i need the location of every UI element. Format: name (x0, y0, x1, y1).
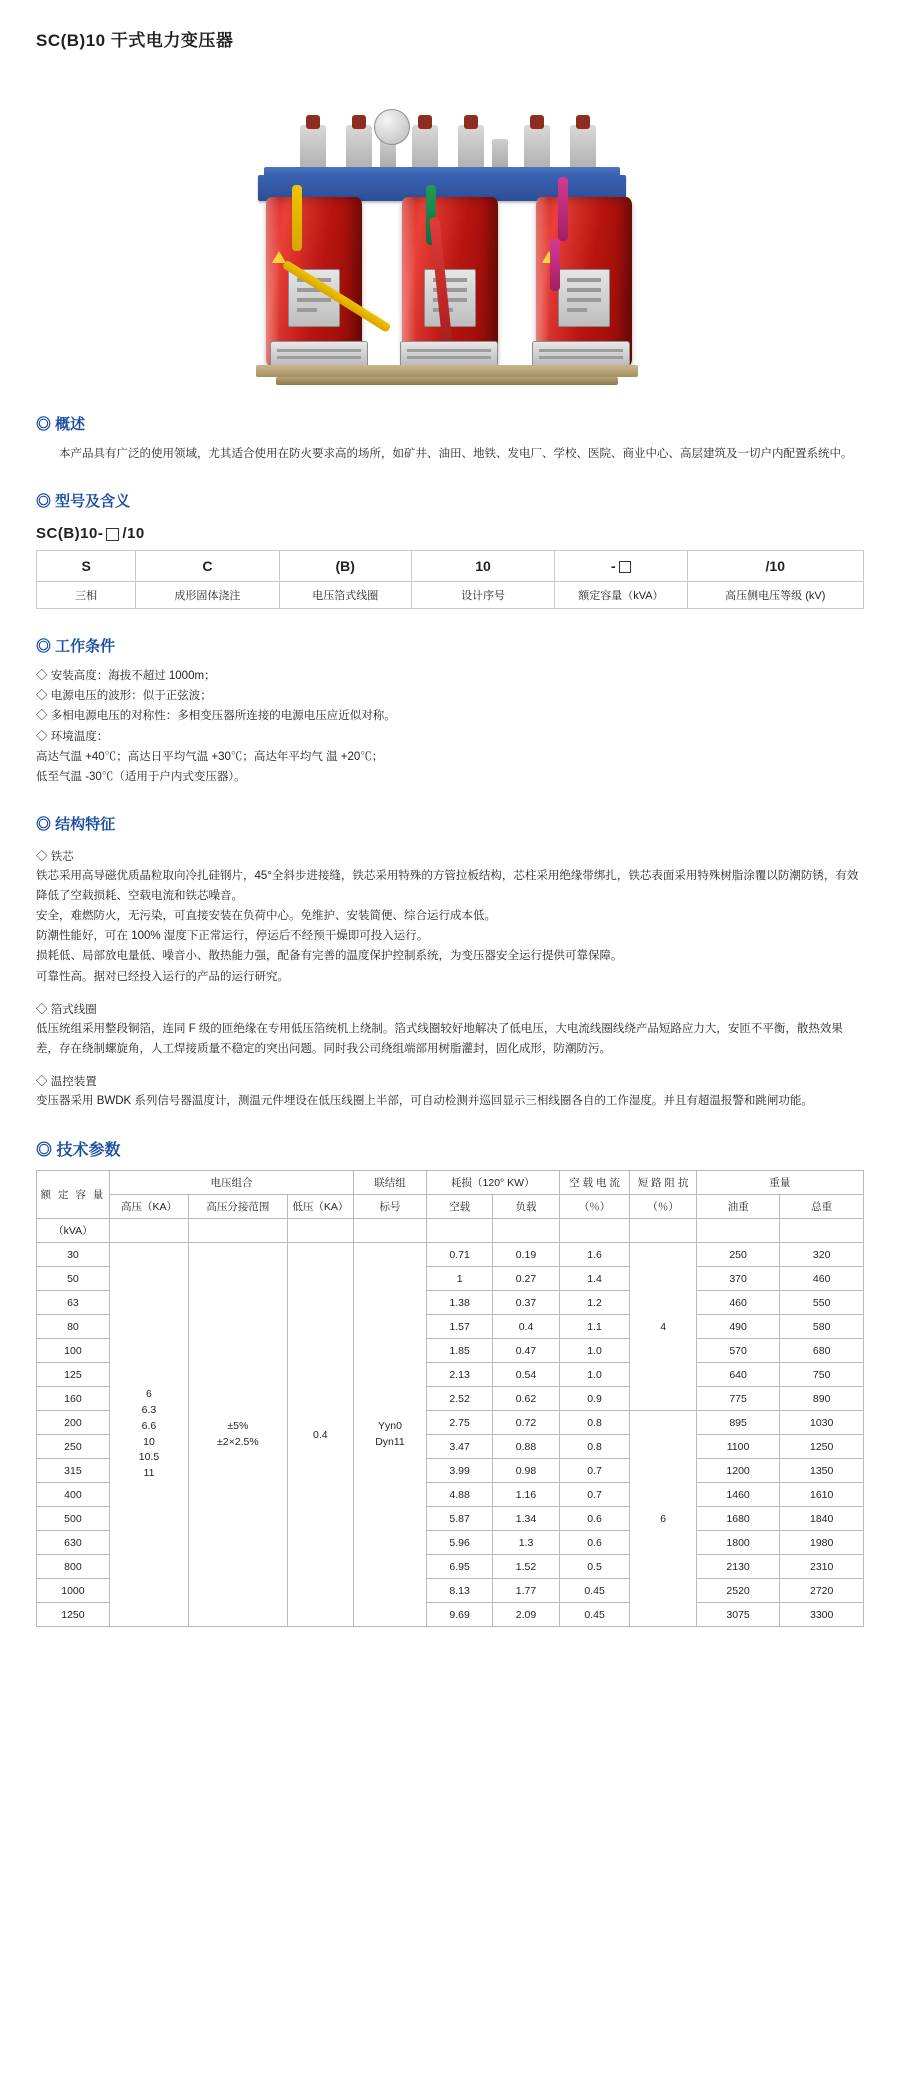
cell-loss-noload: 1.85 (426, 1339, 492, 1363)
condition-line: ◇ 环境温度： (36, 730, 109, 743)
cell-connection: Yyn0 Dyn11 (354, 1243, 427, 1627)
th-weight-total: 总重 (780, 1195, 864, 1219)
cell-loss-noload: 9.69 (426, 1603, 492, 1627)
model-code-cell: - (555, 551, 687, 582)
cell-weight-total: 750 (780, 1363, 864, 1387)
cell-noload-current: 0.6 (559, 1531, 630, 1555)
cell-loss-load: 0.98 (493, 1459, 559, 1483)
table-header-row-2 (37, 1195, 864, 1219)
cell-loss-noload: 6.95 (426, 1555, 492, 1579)
model-meaning-cell: 三相 (37, 582, 136, 609)
company-seal-icon (374, 109, 410, 145)
cell-loss-noload: 8.13 (426, 1579, 492, 1603)
cell-loss-load: 0.47 (493, 1339, 559, 1363)
cell-loss-load: 0.88 (493, 1435, 559, 1459)
model-code-line (36, 525, 900, 542)
model-meaning-cell: 设计序号 (411, 582, 554, 609)
table-row-model-codes (37, 551, 864, 582)
th-spacer (493, 1219, 559, 1243)
cell-weight-total: 1980 (780, 1531, 864, 1555)
cell-weight-oil: 490 (696, 1315, 780, 1339)
th-spacer (559, 1219, 630, 1243)
cell-loss-load: 0.54 (493, 1363, 559, 1387)
th-noload-current-unit: （％） (559, 1195, 630, 1219)
cell-hv: 6 6.3 6.6 10 10.5 11 (109, 1243, 188, 1627)
cell-capacity: 630 (37, 1531, 110, 1555)
cell-weight-oil: 570 (696, 1339, 780, 1363)
cell-weight-total: 1350 (780, 1459, 864, 1483)
nameplate (424, 269, 476, 327)
structure-subheading-temp-control: ◇ 温控装置 (36, 1075, 97, 1088)
th-hv: 高压（KA） (109, 1195, 188, 1219)
transformer-illustration (240, 67, 660, 387)
cell-noload-current: 0.45 (559, 1579, 630, 1603)
cell-weight-oil: 1100 (696, 1435, 780, 1459)
cell-capacity: 125 (37, 1363, 110, 1387)
th-connection-sub: 标号 (354, 1195, 427, 1219)
th-spacer (287, 1219, 353, 1243)
model-meaning-cell: 高压侧电压等级 (kV) (687, 582, 863, 609)
cell-noload-current: 1.1 (559, 1315, 630, 1339)
cell-weight-total: 580 (780, 1315, 864, 1339)
structure-paragraph: 安全，难燃防火，无污染，可直接安装在负荷中心。免维护、安装简便、综合运行成本低。 (36, 910, 496, 923)
cell-capacity: 400 (37, 1483, 110, 1507)
cell-weight-oil: 2520 (696, 1579, 780, 1603)
cell-weight-total: 680 (780, 1339, 864, 1363)
condition-line: 高达气温 +40℃；高达日平均气温 +30℃；高达年平均气 温 +20℃； (36, 750, 384, 763)
cell-noload-current: 1.0 (559, 1339, 630, 1363)
cell-noload-current: 0.45 (559, 1603, 630, 1627)
cell-loss-noload: 1 (426, 1267, 492, 1291)
th-capacity: 额 定 容 量 (37, 1171, 110, 1219)
model-meaning-cell: 电压箔式线圈 (279, 582, 411, 609)
cell-capacity: 800 (37, 1555, 110, 1579)
cell-loss-noload: 2.75 (426, 1411, 492, 1435)
table-header-row-3 (37, 1219, 864, 1243)
cell-weight-oil: 1800 (696, 1531, 780, 1555)
th-spacer (109, 1219, 188, 1243)
tech-params-table (36, 1170, 864, 1627)
th-spacer (696, 1219, 780, 1243)
cell-loss-load: 2.09 (493, 1603, 559, 1627)
cell-loss-load: 1.34 (493, 1507, 559, 1531)
cell-noload-current: 0.6 (559, 1507, 630, 1531)
cell-noload-current: 0.9 (559, 1387, 630, 1411)
th-noload-current: 空 载 电 流 (559, 1171, 630, 1195)
cell-weight-total: 2310 (780, 1555, 864, 1579)
th-loss-noload: 空载 (426, 1195, 492, 1219)
overview-paragraph: 本产品具有广泛的使用领域，尤其适合使用在防火要求高的场所，如矿井、油田、地铁、发电厂、学校、医院、商业中心、高层建筑及一切户内配置系统中。 (59, 448, 853, 460)
cell-loss-load: 0.19 (493, 1243, 559, 1267)
structure-paragraph: 铁芯采用高导磁优质晶粒取向冷扎硅钢片，45°全斜步进接缝，铁芯采用特殊的方管拉板结构，芯柱采用绝缘带绑扎，铁芯表面采用特殊树脂涂覆以防潮防锈，有效降低了空载损耗、空载电流和铁芯噪音。 (36, 869, 859, 902)
cell-hv-tap: ±5% ±2×2.5% (189, 1243, 288, 1627)
section-heading-model: ◎ 型号及含义 (36, 493, 131, 511)
cell-weight-total: 1250 (780, 1435, 864, 1459)
cell-weight-oil: 895 (696, 1411, 780, 1435)
nameplate (558, 269, 610, 327)
table-row (37, 1243, 864, 1267)
placeholder-box-icon (619, 561, 631, 573)
model-meaning-cell: 成形固体浇注 (136, 582, 279, 609)
condition-line: ◇ 多相电源电压的对称性：多相变压器所连接的电源电压应近似对称。 (36, 710, 396, 723)
cell-noload-current: 0.7 (559, 1459, 630, 1483)
structure-paragraph: 损耗低、局部放电量低、噪音小、散热能力强，配备有完善的温度保护控制系统，为变压器安全运行提供可靠保障。 (36, 950, 623, 963)
th-loss: 耗损（120° KW） (426, 1171, 559, 1195)
cell-noload-current: 0.8 (559, 1435, 630, 1459)
cell-weight-total: 320 (780, 1243, 864, 1267)
cell-capacity: 80 (37, 1315, 110, 1339)
model-meaning-table (36, 550, 864, 609)
cell-capacity: 100 (37, 1339, 110, 1363)
cell-weight-total: 1610 (780, 1483, 864, 1507)
structure-paragraph: 低压统组采用整段铜箔，连同 F 级的匝绝缘在专用低压箔统机上绕制。箔式线圈较好地解决了低电压，大电流线圈线绕产品短路应力大，安匝不平衡，散热效果差，存在绕制螺旋角，人工焊接质量不稳定的突出问题。同时我公司绕组端部用树脂灌封，固化成形，防潮防污。 (36, 1022, 843, 1055)
cell-capacity: 30 (37, 1243, 110, 1267)
cell-loss-noload: 5.96 (426, 1531, 492, 1555)
condition-line: 低至气温 -30℃（适用于户内式变压器）。 (36, 770, 246, 783)
cell-weight-oil: 1680 (696, 1507, 780, 1531)
structure-paragraph: 可靠性高。据对已经投入运行的产品的运行研究。 (36, 970, 289, 983)
cell-impedance: 6 (630, 1411, 696, 1627)
cell-weight-total: 1030 (780, 1411, 864, 1435)
th-spacer (426, 1219, 492, 1243)
th-spacer (630, 1219, 696, 1243)
th-spacer (354, 1219, 427, 1243)
condition-line: ◇ 电源电压的波形：似于正弦波； (36, 690, 212, 703)
th-spacer (189, 1219, 288, 1243)
product-image (0, 67, 900, 387)
cell-loss-noload: 2.52 (426, 1387, 492, 1411)
th-spacer (780, 1219, 864, 1243)
cell-capacity: 1000 (37, 1579, 110, 1603)
cell-noload-current: 1.0 (559, 1363, 630, 1387)
cell-weight-oil: 3075 (696, 1603, 780, 1627)
structure-subheading-foil-coil: ◇ 箔式线圈 (36, 1003, 97, 1016)
cell-loss-load: 0.27 (493, 1267, 559, 1291)
cell-loss-noload: 3.99 (426, 1459, 492, 1483)
cell-noload-current: 0.5 (559, 1555, 630, 1579)
cell-capacity: 50 (37, 1267, 110, 1291)
cell-weight-oil: 460 (696, 1291, 780, 1315)
th-hv-tap: 高压分接范围 (189, 1195, 288, 1219)
cell-lv: 0.4 (287, 1243, 353, 1627)
th-winding: 电压组合 (109, 1171, 353, 1195)
cell-loss-noload: 4.88 (426, 1483, 492, 1507)
cell-loss-noload: 1.38 (426, 1291, 492, 1315)
section-heading-overview: ◎ 概述 (36, 416, 86, 433)
cell-loss-load: 1.77 (493, 1579, 559, 1603)
cable-pink (550, 239, 560, 291)
cell-loss-load: 0.37 (493, 1291, 559, 1315)
section-heading-tech: ◎ 技术参数 (36, 1142, 121, 1159)
cell-capacity: 315 (37, 1459, 110, 1483)
base-frame (256, 365, 638, 377)
model-code-cell: /10 (687, 551, 863, 582)
table-row-model-meanings (37, 582, 864, 609)
model-code-cell: C (136, 551, 279, 582)
cell-weight-total: 890 (780, 1387, 864, 1411)
th-capacity-unit: （kVA） (37, 1219, 110, 1243)
model-code-prefix: SC(B)10- (36, 525, 104, 543)
cell-loss-load: 1.52 (493, 1555, 559, 1579)
cell-weight-oil: 1460 (696, 1483, 780, 1507)
cell-weight-total: 3300 (780, 1603, 864, 1627)
cell-loss-noload: 0.71 (426, 1243, 492, 1267)
cell-impedance: 4 (630, 1243, 696, 1411)
cell-weight-oil: 2130 (696, 1555, 780, 1579)
cell-capacity: 200 (37, 1411, 110, 1435)
structure-paragraph: 防潮性能好，可在 100% 湿度下正常运行，停运后不经预干燥即可投入运行。 (36, 930, 429, 943)
cable-pink (558, 177, 568, 241)
cell-noload-current: 1.2 (559, 1291, 630, 1315)
cell-loss-noload: 3.47 (426, 1435, 492, 1459)
model-meaning-cell: 额定容量（kVA） (555, 582, 687, 609)
cell-capacity: 160 (37, 1387, 110, 1411)
cell-noload-current: 0.7 (559, 1483, 630, 1507)
th-impedance-unit: （％） (630, 1195, 696, 1219)
structure-subheading-core: ◇ 铁芯 (36, 850, 74, 863)
cell-loss-load: 0.72 (493, 1411, 559, 1435)
tech-table-body (37, 1243, 864, 1627)
cell-weight-oil: 370 (696, 1267, 780, 1291)
th-impedance: 短 路 阻 抗 (630, 1171, 696, 1195)
cell-loss-noload: 1.57 (426, 1315, 492, 1339)
cell-loss-noload: 2.13 (426, 1363, 492, 1387)
section-heading-structure: ◎ 结构特征 (36, 815, 116, 833)
cell-weight-oil: 640 (696, 1363, 780, 1387)
structure-paragraph: 变压器采用 BWDK 系列信号器温度计，测温元件埋设在低压线圈上半部，可自动检测并巡回显示三相线圈各自的工作湿度。并且有超温报警和跳闸功能。 (36, 1094, 813, 1107)
table-header-row-1 (37, 1171, 864, 1195)
cell-capacity: 63 (37, 1291, 110, 1315)
cell-weight-total: 460 (780, 1267, 864, 1291)
base-frame-lower (276, 377, 618, 385)
model-code-cell: 10 (411, 551, 554, 582)
placeholder-box-icon (106, 528, 119, 541)
page-title: SC(B)10 干式电力变压器 (36, 31, 234, 50)
cell-capacity: 1250 (37, 1603, 110, 1627)
th-lv: 低压（KA） (287, 1195, 353, 1219)
cell-loss-load: 1.3 (493, 1531, 559, 1555)
cell-noload-current: 1.4 (559, 1267, 630, 1291)
th-connection: 联结组 (354, 1171, 427, 1195)
th-weight: 重量 (696, 1171, 863, 1195)
model-code-suffix: /10 (122, 525, 145, 543)
model-code-cell: (B) (279, 551, 411, 582)
cell-loss-load: 0.62 (493, 1387, 559, 1411)
model-code-cell: S (37, 551, 136, 582)
th-loss-load: 负载 (493, 1195, 559, 1219)
cell-noload-current: 1.6 (559, 1243, 630, 1267)
cell-capacity: 500 (37, 1507, 110, 1531)
cell-loss-load: 0.4 (493, 1315, 559, 1339)
cell-weight-oil: 1200 (696, 1459, 780, 1483)
cell-weight-total: 2720 (780, 1579, 864, 1603)
cell-noload-current: 0.8 (559, 1411, 630, 1435)
section-heading-conditions: ◎ 工作条件 (36, 638, 116, 656)
cell-capacity: 250 (37, 1435, 110, 1459)
condition-line: ◇ 安装高度：海拔不超过 1000m； (36, 670, 216, 683)
cell-weight-oil: 250 (696, 1243, 780, 1267)
th-weight-oil: 油重 (696, 1195, 780, 1219)
cell-weight-total: 1840 (780, 1507, 864, 1531)
cable-yellow (292, 185, 302, 251)
cell-weight-oil: 775 (696, 1387, 780, 1411)
cell-loss-noload: 5.87 (426, 1507, 492, 1531)
cell-loss-load: 1.16 (493, 1483, 559, 1507)
cell-weight-total: 550 (780, 1291, 864, 1315)
